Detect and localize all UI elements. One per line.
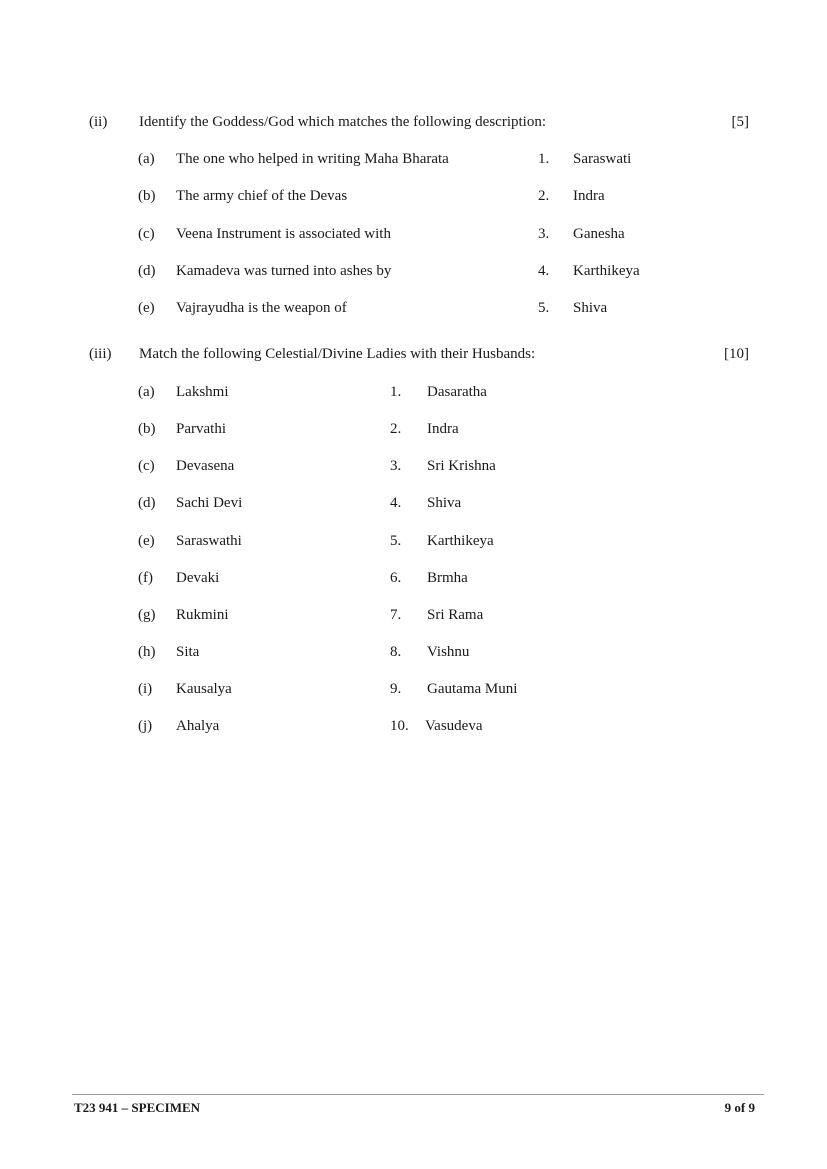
item-label: (d) xyxy=(138,495,156,511)
item-label: (f) xyxy=(138,570,153,586)
item-text: Devasena xyxy=(176,458,235,474)
question-ii-marks: [5] xyxy=(731,114,749,130)
item-label: (c) xyxy=(138,458,155,474)
item-label: (j) xyxy=(138,718,153,734)
item-text: The army chief of the Devas xyxy=(176,188,348,204)
item-text: Vajrayudha is the weapon of xyxy=(176,300,347,316)
item-label: (b) xyxy=(138,188,156,204)
option-text: Gautama Muni xyxy=(427,681,518,697)
item-label: (c) xyxy=(138,226,155,242)
option-number: 4. xyxy=(390,495,402,511)
option-number: 9. xyxy=(390,681,402,697)
footer-page-number: 9 of 9 xyxy=(724,1100,755,1115)
option-text: Karthikeya xyxy=(427,533,494,549)
option-number: 4. xyxy=(538,263,550,279)
item-text: Veena Instrument is associated with xyxy=(176,226,391,242)
option-number: 6. xyxy=(390,570,402,586)
item-text: Kamadeva was turned into ashes by xyxy=(176,263,392,279)
item-text: Kausalya xyxy=(176,681,232,697)
option-text: Sri Krishna xyxy=(427,458,496,474)
item-label: (e) xyxy=(138,300,155,316)
option-number: 3. xyxy=(390,458,402,474)
item-text: The one who helped in writing Maha Bharata xyxy=(176,151,449,167)
item-text: Devaki xyxy=(176,570,220,586)
item-text: Ahalya xyxy=(176,718,220,734)
option-text: Ganesha xyxy=(573,226,625,242)
option-number: 2. xyxy=(390,421,402,437)
option-text: Saraswati xyxy=(573,151,632,167)
item-label: (d) xyxy=(138,263,156,279)
option-text: Vasudeva xyxy=(425,718,483,734)
footer-document-code: T23 941 – SPECIMEN xyxy=(74,1100,201,1115)
item-text: Sita xyxy=(176,644,200,660)
option-text: Shiva xyxy=(427,495,462,511)
option-text: Indra xyxy=(573,188,605,204)
question-iii-number: (iii) xyxy=(89,346,112,362)
item-label: (i) xyxy=(138,681,153,697)
option-number: 1. xyxy=(390,384,402,400)
option-number: 8. xyxy=(390,644,402,660)
question-ii-prompt: Identify the Goddess/God which matches the following description: xyxy=(139,114,546,130)
option-text: Indra xyxy=(427,421,459,437)
option-text: Shiva xyxy=(573,300,608,316)
item-text: Saraswathi xyxy=(176,533,242,549)
option-text: Sri Rama xyxy=(427,607,484,623)
item-label: (h) xyxy=(138,644,156,660)
option-text: Vishnu xyxy=(427,644,470,660)
option-number: 7. xyxy=(390,607,402,623)
option-number: 5. xyxy=(538,300,550,316)
option-number: 10. xyxy=(390,718,409,734)
item-text: Lakshmi xyxy=(176,384,229,400)
option-number: 2. xyxy=(538,188,550,204)
question-iii-prompt: Match the following Celestial/Divine Ladies with their Husbands: xyxy=(139,346,536,362)
question-ii-number: (ii) xyxy=(89,114,108,130)
option-text: Dasaratha xyxy=(427,384,487,400)
item-label: (b) xyxy=(138,421,156,437)
item-label: (g) xyxy=(138,607,156,623)
item-text: Sachi Devi xyxy=(176,495,243,511)
footer-divider xyxy=(72,1094,764,1095)
option-text: Brmha xyxy=(427,570,468,586)
item-label: (e) xyxy=(138,533,155,549)
option-number: 3. xyxy=(538,226,550,242)
option-number: 5. xyxy=(390,533,402,549)
question-iii-marks: [10] xyxy=(724,346,749,362)
option-number: 1. xyxy=(538,151,550,167)
item-label: (a) xyxy=(138,151,155,167)
item-text: Parvathi xyxy=(176,421,226,437)
item-label: (a) xyxy=(138,384,155,400)
item-text: Rukmini xyxy=(176,607,229,623)
option-text: Karthikeya xyxy=(573,263,640,279)
